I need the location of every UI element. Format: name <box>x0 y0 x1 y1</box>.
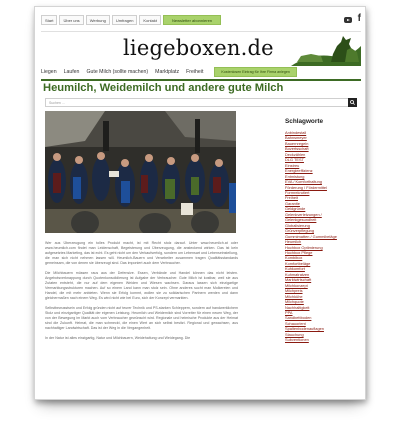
tag-link[interactable]: Gummimatten / Gummibeläge <box>285 233 337 239</box>
tag-link[interactable]: Heumilch <box>285 239 302 245</box>
tag-link[interactable]: Spaltenbodenauflagen <box>285 326 324 332</box>
search-icon <box>350 100 355 105</box>
tag-link[interactable]: Milchkühe <box>285 293 303 299</box>
search-button[interactable] <box>348 98 357 107</box>
nav-liegen[interactable]: Liegen <box>41 68 57 75</box>
tag-link[interactable]: Kombibox <box>285 255 303 261</box>
tag-link[interactable]: Einstreu <box>285 162 300 168</box>
nav-marktplatz[interactable]: Marktplatz <box>155 68 180 75</box>
tag-link[interactable]: Bovertsschaft <box>285 146 309 152</box>
tag-link[interactable]: Marktwirtschaft <box>285 277 312 283</box>
article-paragraph: Die Milchbauern müssen raus aus der Defensive. Essen, Verbände und Handel können das nicht leisten. Angebotsverknappung durch Quotenkonsolidierung ist Aufgabe der Verbraucher. Gute Milch ist kostbar, weil sie aus Zutaten entsteht, die nur auf dem eigenen Weiden und Wiesen wachsen. Daraus lassen sich einzigartige Vermarktungsstrukturen machen. Auf so einem Land kann man stolz sein. Ohne anderes sucht man Molkereien und Handel, die mit mehr anbieten. Wenn sie Erfolg kommt, wollen sie zu solidarischen Partnern werden und dann gleichermaßen nach einem Weg. Es wird nicht wie bei Euro, sich der Konzept vermarkten. <box>45 271 238 300</box>
tag-link[interactable]: Schauorient <box>285 320 306 326</box>
site-logo[interactable]: liegeboxen.de <box>123 36 274 60</box>
tag-link[interactable]: Gelenkverletzungen / <box>285 211 322 217</box>
tag-link[interactable]: Entmistung <box>285 173 305 179</box>
sidebar-tags <box>285 118 357 343</box>
newsletter-button[interactable]: Newsletter abonnieren <box>163 15 221 25</box>
tag-link[interactable]: Komfortbeläge <box>285 260 311 266</box>
tag-link[interactable]: Geldgründe <box>285 206 306 212</box>
top-navigation <box>41 15 221 25</box>
top-bar <box>41 15 361 27</box>
article-paragraph: Wer aus Überzeugung ein tolles Produkt macht, ist mit Recht stolz darauf. Unter www.heumilch.at oder www.heumilch.com findet man Leidenschaft, Begeisterung und Überzeugung, die ansteckend wirken. Das ist kein aufgesetztes Marketing, das ist echt. Es geht nicht um den Verkaufserfolg, sondern um Lebensart und Lebenseinstellung, die man sich nicht nehmen lassen will. Heumilch-Bauern und Verarbeiter zusammen tragen Qualitätsstandards gemeinsam, die von denen sie überzeugt sind. Das imponiert auch dem Verbraucher. <box>45 241 238 265</box>
cow-silhouette-icon <box>291 32 361 66</box>
tag-link[interactable]: Bauernregeln <box>285 140 309 146</box>
tag-link[interactable]: Förderung / Fördermittel <box>285 184 327 190</box>
nav-freiheit[interactable]: Freiheit <box>186 68 204 75</box>
tag-link[interactable]: Energieeffizienz <box>285 168 313 174</box>
tag-link[interactable]: Hochbox Pflege <box>285 249 313 255</box>
page-title: Heumilch, Weidemilch und andere gute Milch <box>43 82 284 94</box>
tag-link[interactable]: Milchquote <box>285 299 304 305</box>
header-logo-row <box>41 31 361 67</box>
tag-link[interactable]: Milchpreis <box>285 288 303 294</box>
tag-link[interactable]: Deckzählen <box>285 151 306 157</box>
youtube-icon[interactable] <box>344 17 352 23</box>
topnav-start[interactable]: Start <box>41 15 57 25</box>
nav-laufen[interactable]: Laufen <box>63 68 80 75</box>
nav-gute-milch[interactable]: Gute Milch (sollte machen) <box>86 68 149 75</box>
tag-link[interactable]: Freiheit <box>285 195 298 201</box>
topnav-contact[interactable]: Kontakt <box>139 15 161 25</box>
topnav-advertising[interactable]: Werbung <box>86 15 110 25</box>
tag-link[interactable]: Stauchung <box>285 331 304 337</box>
facebook-icon[interactable]: f <box>357 13 361 24</box>
main-navigation <box>41 65 361 78</box>
tag-link[interactable]: Sandbettboden <box>285 315 312 321</box>
group-photo-image <box>45 111 236 233</box>
tag-link[interactable]: Gelenkgesundheit <box>285 217 317 223</box>
tag-link[interactable]: Formrekrutiert <box>285 189 310 195</box>
article-paragraph: Selbstbewusstsein und Erfolg gründen nicht auf teurer Technik und PS-starken Schleppern, sondern auf handwerklichem Stolz und einzigartiger Qualität der eigenen Leistung. Heumilch und Weidemilch sind Vorreiter für einen neuen Weg, der von der Bewegung im Markt auch vom Verbraucher gewünscht wird. Regionale und heimische Produkte aus der Heimat sind die Zukunft. Heimat, die man schmeckt, die einen Wert an sich selbst besitzt. Regional und gewachsen, aus nachhaltiger Landwirtschaft. Das ist der Weg in die Vergangenheit. <box>45 306 238 330</box>
browser-page-card <box>34 6 366 400</box>
tag-link[interactable]: EVA / Komforthaltung <box>285 179 322 185</box>
topnav-surveys[interactable]: Umfragen <box>112 15 138 25</box>
tag-link[interactable]: Globalisierung <box>285 222 310 228</box>
nav-divider <box>41 79 361 81</box>
tag-link[interactable]: DLG TEST <box>285 157 304 163</box>
article-body <box>45 241 238 346</box>
tag-link[interactable]: Bahnsmeyer <box>285 135 307 141</box>
tag-link[interactable]: Kuhkomfort <box>285 266 305 272</box>
tag-list <box>285 130 357 343</box>
tag-link[interactable]: Kuhmatratzen <box>285 271 310 277</box>
tag-link[interactable]: Hochbox Optimierung <box>285 244 323 250</box>
article-photo <box>45 111 236 233</box>
tag-link[interactable]: Nachhaltigkeit <box>285 304 310 310</box>
tag-link[interactable]: Milchkonzept <box>285 282 308 288</box>
free-entry-button[interactable]: Kostenlosen Eintrag für Ihre Firma anlegen <box>214 67 297 77</box>
tag-link[interactable]: Subventionen <box>285 337 309 343</box>
article-paragraph: In der Natur ist alles einzigartig, Natur und Milchbauern, Weidehaltung und Weidegang. Die <box>45 336 191 340</box>
tag-link[interactable]: Garantie <box>285 200 300 206</box>
social-links <box>344 14 361 24</box>
search-input[interactable]: Suchen ... <box>49 100 65 105</box>
search-bar <box>45 98 357 107</box>
tag-link[interactable]: Anbindestall <box>285 130 307 135</box>
topnav-about[interactable]: Über uns <box>59 15 83 25</box>
sidebar-heading: Schlagworte <box>285 118 323 125</box>
tag-link[interactable]: PPA <box>285 309 293 315</box>
tag-link[interactable]: Grünverpflegung <box>285 228 314 234</box>
